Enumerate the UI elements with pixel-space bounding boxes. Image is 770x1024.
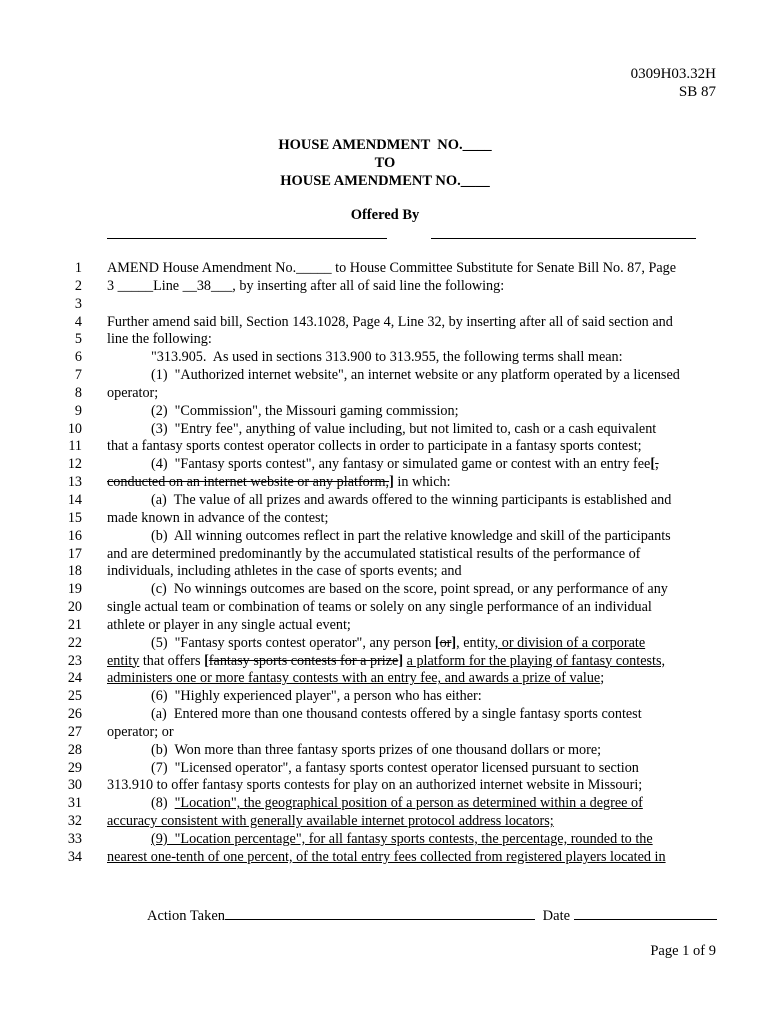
line-segment: and are determined predominantly by the accumulated statistical results of the performance of <box>107 545 641 562</box>
line-segment: (a) Entered more than one thousand contests offered by a single fantasy sports contest <box>151 706 642 723</box>
line-text <box>107 260 676 278</box>
line-number: 1 <box>74 260 82 276</box>
line-text <box>107 546 640 564</box>
line-text <box>107 670 604 688</box>
line-text <box>151 795 643 813</box>
numbered-line <box>0 349 770 367</box>
numbered-line <box>0 474 770 492</box>
numbered-line <box>0 528 770 546</box>
line-segment: (b) Won more than three fantasy sports prizes of one thousand dollars or more; <box>151 741 602 758</box>
amendment-title <box>0 136 770 190</box>
line-text <box>107 438 642 456</box>
line-segment: made known in advance of the contest; <box>107 509 329 526</box>
document-identifier <box>631 65 716 101</box>
numbered-line <box>0 546 770 564</box>
numbered-line <box>0 331 770 349</box>
line-number: 15 <box>67 509 82 526</box>
deleted-text: fantasy sports contests for a prize <box>208 652 399 669</box>
line-number: 3 <box>74 295 82 312</box>
numbered-line <box>0 563 770 581</box>
line-text <box>107 563 462 581</box>
line-segment: 313.910 to offer fantasy sports contests for play on an authorized internet website in Missouri; <box>107 777 643 794</box>
title-line-1: HOUSE AMENDMENT NO.____ <box>278 137 492 153</box>
line-segment: individuals, including athletes in the case of sports events; and <box>107 563 462 580</box>
numbered-line <box>0 635 770 653</box>
numbered-line <box>0 510 770 528</box>
numbered-line <box>0 670 770 688</box>
line-segment: operator; <box>107 384 159 401</box>
line-segment: AMEND House Amendment No._____ to House Committee Substitute for Senate Bill No. 87, Page <box>107 260 677 276</box>
line-segment: (8) <box>151 795 175 812</box>
line-text <box>151 635 645 653</box>
inserted-text: "Location", the geographical position of a person as determined within a degree of <box>174 795 643 812</box>
numbered-line <box>0 385 770 403</box>
action-taken-row <box>147 907 717 925</box>
line-number: 16 <box>67 527 82 544</box>
numbered-line <box>0 403 770 421</box>
line-text <box>107 777 642 795</box>
title-line-2: TO <box>374 155 396 171</box>
line-text <box>107 653 665 671</box>
line-text <box>151 742 601 760</box>
line-number: 30 <box>67 777 82 794</box>
line-text <box>107 813 554 831</box>
line-segment: ] <box>389 474 394 491</box>
inserted-text: , <box>456 634 460 651</box>
numbered-line <box>0 795 770 813</box>
inserted-text: accuracy consistent with generally available internet protocol address locators; <box>107 813 554 830</box>
line-segment: in which: <box>393 474 451 491</box>
bill-reference: SB 87 <box>678 84 716 100</box>
line-segment: (2) "Commission", the Missouri gaming commission; <box>151 402 459 419</box>
line-segment: (b) All winning outcomes reflect in part the relative knowledge and skill of the participants <box>151 527 671 544</box>
line-segment: line the following: <box>107 331 212 348</box>
inserted-text: (9) "Location percentage", for all fantasy sports contests, the percentage, rounded to the <box>151 831 653 847</box>
line-segment: operator; or <box>107 723 174 740</box>
line-text <box>151 403 459 421</box>
line-number: 29 <box>67 759 82 776</box>
line-text <box>151 367 680 385</box>
line-text <box>151 831 653 849</box>
inserted-text: , or division of a corporate <box>494 634 646 651</box>
line-text <box>151 760 639 778</box>
numbered-line <box>0 456 770 474</box>
line-number: 11 <box>68 438 82 455</box>
line-text <box>107 278 504 296</box>
line-number: 25 <box>67 688 82 705</box>
numbered-line <box>0 438 770 456</box>
line-text <box>151 706 642 724</box>
offered-by-heading: Offered By <box>350 207 420 223</box>
action-taken-field[interactable] <box>225 907 535 920</box>
line-segment: (c) No winnings outcomes are based on the score, point spread, or any performance of any <box>151 581 668 598</box>
line-number: 27 <box>67 723 82 740</box>
line-text <box>107 314 673 332</box>
numbered-line <box>0 688 770 706</box>
line-segment: [ <box>434 634 440 651</box>
line-number: 12 <box>67 456 82 473</box>
line-segment: entity <box>459 634 495 651</box>
numbered-line <box>0 278 770 296</box>
line-text <box>151 349 623 367</box>
numbered-line <box>0 599 770 617</box>
line-text <box>107 849 666 867</box>
line-segment: athlete or player in any single actual event; <box>107 616 351 633</box>
line-text <box>107 510 328 528</box>
title-line-3: HOUSE AMENDMENT NO.____ <box>280 173 490 189</box>
numbered-line <box>0 849 770 867</box>
line-number: 28 <box>67 741 82 758</box>
line-segment: (6) "Highly experienced player", a person who has either: <box>151 688 482 705</box>
numbered-line <box>0 314 770 332</box>
line-text <box>107 385 158 403</box>
line-segment: "313.905. As used in sections 313.900 to 313.955, the following terms shall mean: <box>151 349 623 366</box>
numbered-line <box>0 260 770 278</box>
numbered-line <box>0 581 770 599</box>
sponsor-district-line <box>431 238 696 239</box>
numbered-line <box>0 724 770 742</box>
line-segment: ] <box>398 652 404 669</box>
line-text <box>107 331 212 349</box>
line-segment: ; <box>600 670 605 687</box>
numbered-line <box>0 492 770 510</box>
line-text <box>151 456 659 474</box>
numbered-line <box>0 653 770 671</box>
line-number: 19 <box>67 581 82 598</box>
deleted-text: , <box>655 456 659 473</box>
date-field[interactable] <box>574 907 717 920</box>
line-segment: (a) The value of all prizes and awards offered to the winning participants is established and <box>151 491 672 508</box>
sponsor-signature-line <box>107 238 387 239</box>
numbered-line <box>0 760 770 778</box>
line-number: 24 <box>67 670 82 687</box>
date-label: Date <box>542 908 571 924</box>
line-number: 17 <box>67 545 82 562</box>
line-segment: [ <box>650 456 656 473</box>
line-number: 26 <box>67 706 82 723</box>
inserted-text: administers one or more fantasy contests with an entry fee, and awards a prize of value <box>107 670 601 687</box>
line-number: 32 <box>67 813 82 830</box>
line-text <box>107 617 351 635</box>
line-number: 22 <box>67 634 82 651</box>
numbered-line <box>0 617 770 635</box>
line-number: 33 <box>67 831 82 847</box>
line-segment: that a fantasy sports contest operator collects in order to participate in a fantasy sports contest; <box>107 438 642 455</box>
line-segment: 3 _____Line __38___, by inserting after all of said line the following: <box>107 277 505 294</box>
line-number: 21 <box>67 616 82 633</box>
line-text <box>107 724 174 742</box>
numbered-line <box>0 831 770 849</box>
numbered-line <box>0 296 770 314</box>
line-number: 5 <box>74 331 82 348</box>
line-segment: (1) "Authorized internet website", an internet website or any platform operated by a licensed <box>151 367 680 384</box>
inserted-text: a platform for the playing of fantasy contests, <box>406 652 666 669</box>
line-number: 10 <box>67 420 82 437</box>
deleted-text: or <box>439 634 452 651</box>
line-text <box>151 528 671 546</box>
numbered-line <box>0 742 770 760</box>
line-number: 4 <box>74 313 82 330</box>
line-number: 9 <box>74 402 82 419</box>
page-number: Page 1 of 9 <box>650 943 716 959</box>
line-segment: (4) "Fantasy sports contest", any fantasy or simulated game or contest with an entry fee <box>151 456 651 473</box>
numbered-line <box>0 813 770 831</box>
doc-code: 0309H03.32H <box>630 66 716 82</box>
line-text <box>151 688 482 706</box>
line-number: 2 <box>74 277 82 294</box>
line-number: 8 <box>74 384 82 401</box>
line-number: 13 <box>67 474 82 491</box>
numbered-line <box>0 777 770 795</box>
deleted-text: conducted on an internet website or any platform, <box>107 474 390 491</box>
line-number: 31 <box>67 795 82 812</box>
line-segment: (5) "Fantasy sports contest operator", any person <box>151 634 435 651</box>
line-text <box>151 492 671 510</box>
inserted-text: entity <box>107 652 140 669</box>
action-taken-label: Action Taken <box>147 908 226 924</box>
numbered-line <box>0 421 770 439</box>
line-segment: ] <box>451 634 457 651</box>
numbered-line <box>0 367 770 385</box>
inserted-text: nearest one-tenth of one percent, of the total entry fees collected from registered players located in <box>107 848 666 865</box>
line-text <box>107 599 652 617</box>
numbered-line <box>0 706 770 724</box>
line-segment: that offers <box>139 652 205 669</box>
line-text <box>151 421 656 439</box>
line-segment: single actual team or combination of teams or solely on any single performance of an individual <box>107 599 652 616</box>
line-number: 18 <box>67 563 82 580</box>
line-number: 34 <box>67 848 82 865</box>
line-number: 6 <box>74 349 82 366</box>
line-number: 23 <box>67 652 82 669</box>
line-segment: Further amend said bill, Section 143.1028, Page 4, Line 32, by inserting after all of said section and <box>107 313 673 330</box>
line-text <box>151 581 668 599</box>
line-segment: [ <box>204 652 209 669</box>
line-segment: (3) "Entry fee", anything of value including, but not limited to, cash or a cash equivalent <box>151 420 657 437</box>
line-text <box>107 474 451 492</box>
line-number: 20 <box>67 599 82 616</box>
line-number: 14 <box>67 491 82 508</box>
amendment-body <box>0 260 770 867</box>
line-number: 7 <box>74 367 82 384</box>
line-segment: (7) "Licensed operator", a fantasy sports contest operator licensed pursuant to section <box>151 759 639 776</box>
